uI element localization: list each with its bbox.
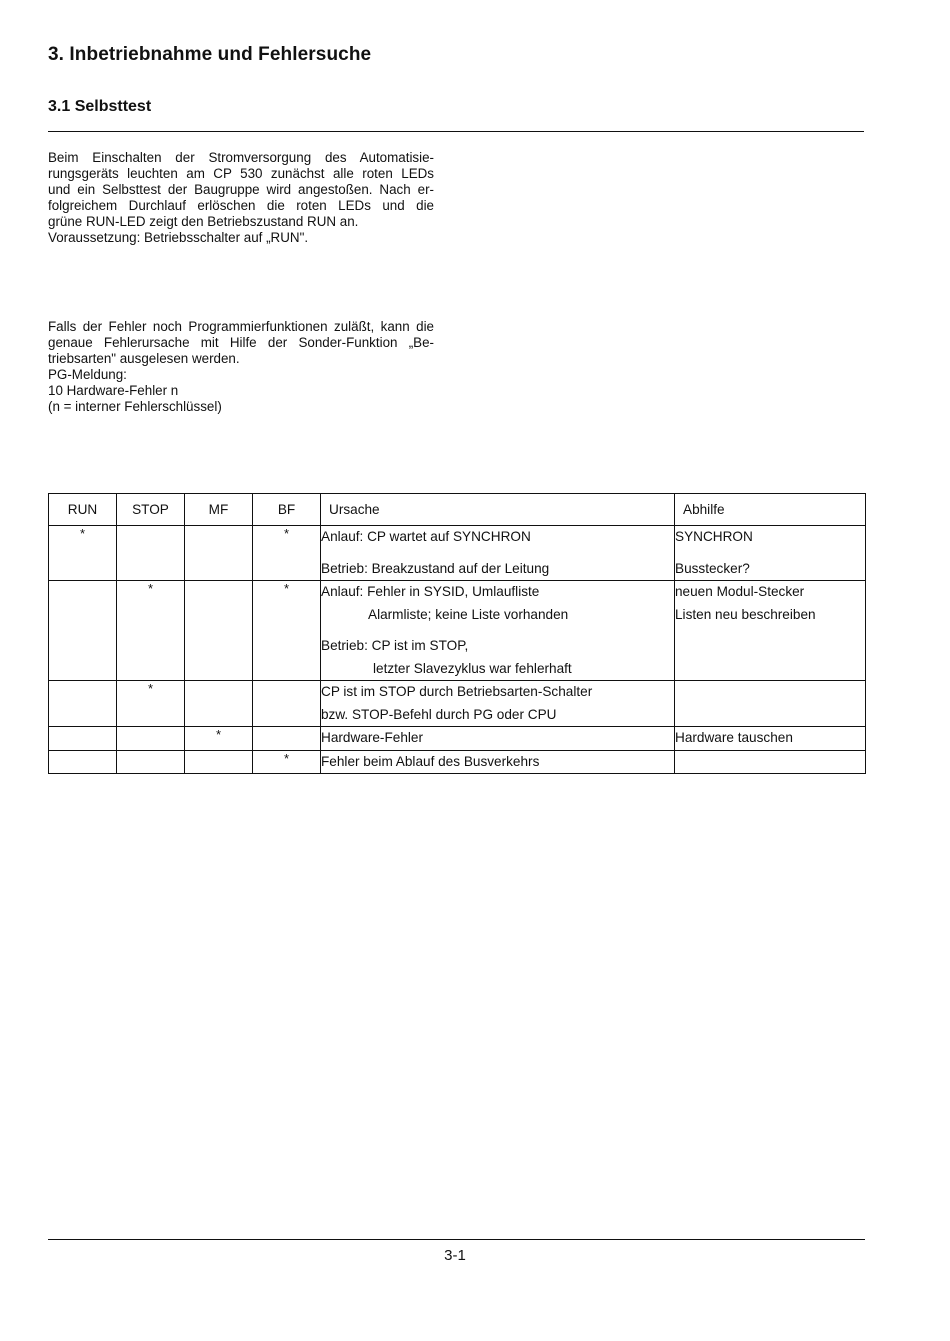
remedy-cell [675,681,866,727]
paragraph-line: grüne RUN-LED zeigt den Betriebszustand RUN an. [48,213,359,229]
remedy-line: Busstecker? [675,560,750,576]
table-row [49,750,866,774]
cause-line: Anlauf: Fehler in SYSID, Umlaufliste [321,584,540,599]
paragraph-line: Falls der Fehler noch Programmierfunktionen zuläßt, kann die [48,319,434,334]
paragraph-line: Beim Einschalten der Stromversorgung des Automatisie- [48,150,434,165]
cause-cell [321,581,675,681]
led-bf-cell: * [253,581,321,681]
column-header-run: RUN [49,494,117,526]
led-run-cell [49,581,117,681]
cause-line: bzw. STOP-Befehl durch PG oder CPU [321,706,557,722]
remedy-cell [675,581,866,681]
remedy-line: Hardware tauschen [675,730,793,745]
table-header-row [49,494,866,526]
cause-line: Hardware-Fehler [321,730,423,745]
column-header-abhilfe: Abhilfe [675,494,866,526]
led-error-table [48,493,866,774]
header-divider [48,131,864,132]
led-mf-cell [185,681,253,727]
led-stop-cell [117,526,185,581]
paragraph-line: Voraussetzung: Betriebsschalter auf „RUN". [48,229,309,245]
section-title: 3.1 Selbsttest [48,98,152,115]
led-mf-cell [185,581,253,681]
cause-line: Betrieb: CP ist im STOP, [321,638,469,653]
led-stop-cell [117,727,185,751]
table-row [49,581,866,681]
cause-cell [321,727,675,751]
paragraph-line: triebsarten" ausgelesen werden. [48,350,240,366]
paragraph-line: (n = interner Fehlerschlüssel) [48,398,222,414]
remedy-line: SYNCHRON [675,529,753,544]
remedy-line: Listen neu beschreiben [675,606,816,622]
remedy-cell [675,526,866,581]
column-header-bf: BF [253,494,321,526]
cause-line: Fehler beim Ablauf des Busverkehrs [321,753,540,769]
led-run-cell: * [49,526,117,581]
led-mf-cell [185,750,253,774]
led-run-cell [49,727,117,751]
footer-divider [48,1239,865,1240]
paragraph-line: rungsgeräts leuchten am CP 530 zunächst alle roten LEDs [48,165,434,181]
cause-line: letzter Slavezyklus war fehlerhaft [373,660,572,676]
table-row [49,727,866,751]
led-run-cell [49,750,117,774]
column-header-ursache: Ursache [321,494,675,526]
selftest-paragraph [48,150,434,245]
remedy-cell [675,750,866,774]
led-bf-cell: * [253,750,321,774]
cause-cell [321,750,675,774]
cause-line: Anlauf: CP wartet auf SYNCHRON [321,529,531,544]
page-number: 3-1 [444,1247,466,1264]
cause-cell [321,526,675,581]
led-stop-cell [117,750,185,774]
table-row [49,526,866,581]
table-row [49,681,866,727]
cause-line: CP ist im STOP durch Betriebsarten-Schalter [321,684,593,699]
column-header-mf: MF [185,494,253,526]
paragraph-line: folgreichem Durchlauf erlöschen die roten LEDs und die [48,197,434,213]
cause-line: Alarmliste; keine Liste vorhanden [368,606,569,622]
remedy-cell [675,727,866,751]
cause-cell [321,681,675,727]
led-mf-cell: * [185,727,253,751]
led-bf-cell: * [253,526,321,581]
remedy-line: neuen Modul-Stecker [675,584,805,599]
paragraph-line: genaue Fehlerursache mit Hilfe der Sonder-Funktion „Be- [48,334,434,350]
led-stop-cell: * [117,681,185,727]
paragraph-line: PG-Meldung: [48,366,127,382]
error-diagnosis-paragraph [48,319,434,414]
paragraph-line: und ein Selbsttest der Baugruppe wird angestoßen. Nach er- [48,181,434,197]
led-run-cell [49,681,117,727]
led-mf-cell [185,526,253,581]
led-stop-cell: * [117,581,185,681]
cause-line: Betrieb: Breakzustand auf der Leitung [321,560,550,576]
led-bf-cell [253,681,321,727]
chapter-title: 3. Inbetriebnahme und Fehlersuche [48,44,372,65]
column-header-stop: STOP [117,494,185,526]
led-bf-cell [253,727,321,751]
paragraph-line: 10 Hardware-Fehler n [48,382,179,398]
